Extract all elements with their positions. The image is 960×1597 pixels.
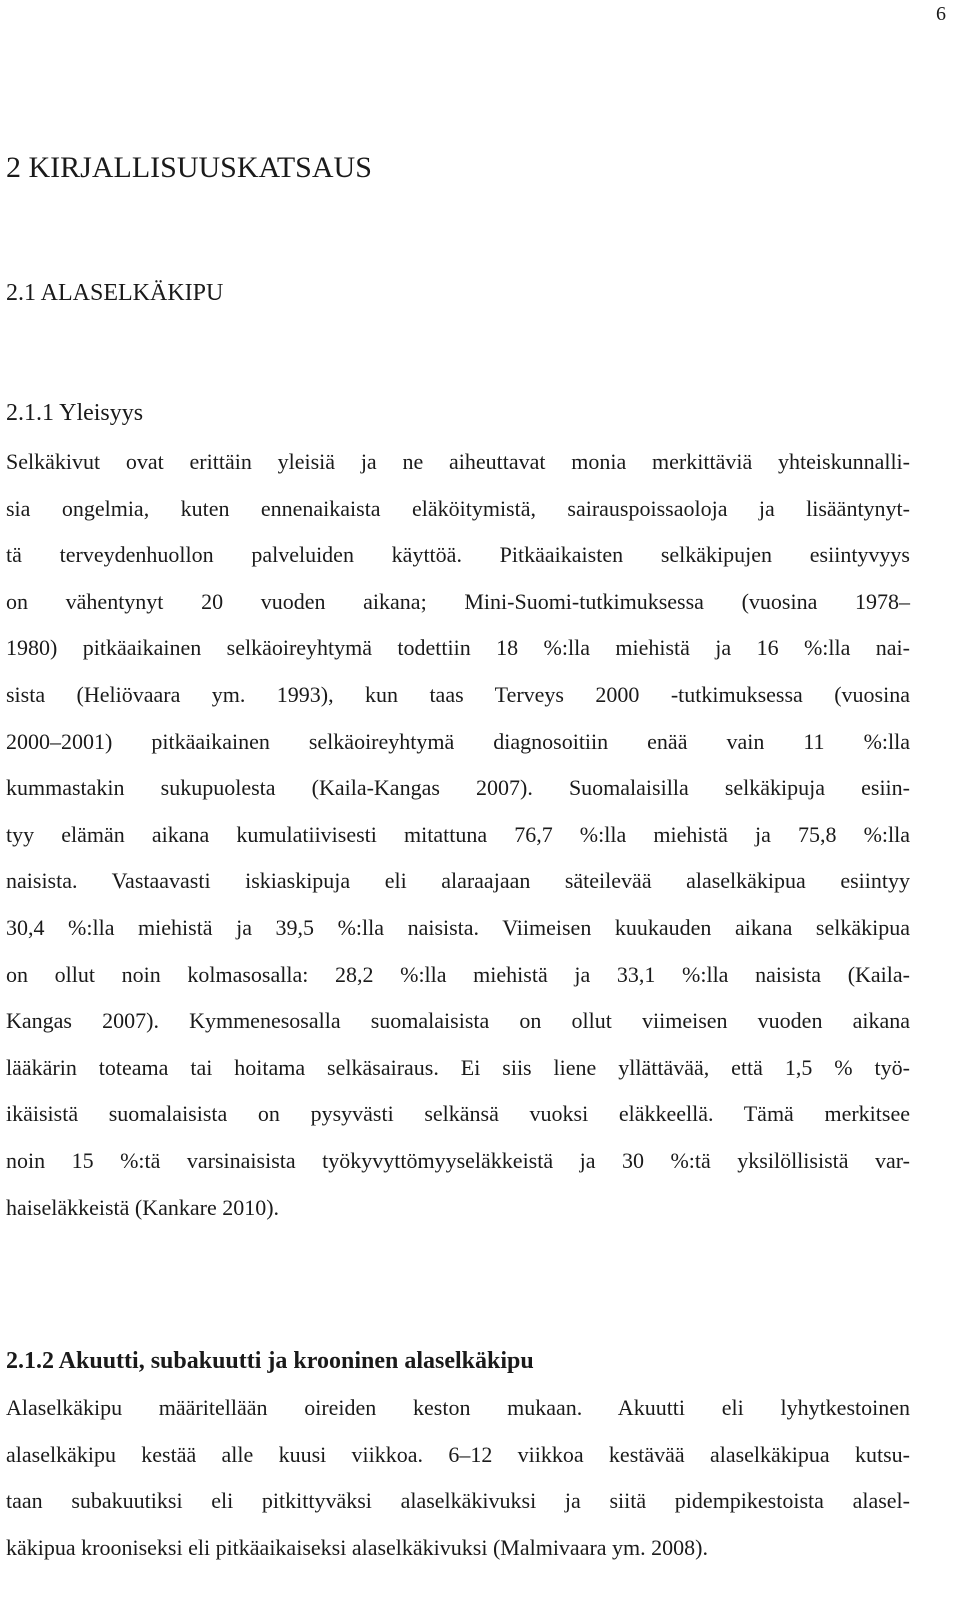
text-line: 2000–2001) pitkäaikainen selkäoireyhtymä diagnosoitiin enää vain 11 %:lla: [6, 728, 910, 754]
paragraph-akuutti: [6, 1385, 910, 1571]
text-line: sista (Heliövaara ym. 1993), kun taas Terveys 2000 -tutkimuksessa (vuosina: [6, 681, 910, 707]
text-line: Kangas 2007). Kymmenesosalla suomalaisista on ollut viimeisen vuoden aikana: [6, 1008, 910, 1034]
text-line: noin 15 %:tä varsinaisista työkyvyttömyyseläkkeistä ja 30 %:tä yksilöllisistä var-: [6, 1147, 910, 1173]
page-number: 6: [936, 3, 946, 25]
text-line: on vähentynyt 20 vuoden aikana; Mini-Suomi-tutkimuksessa (vuosina 1978–: [6, 588, 910, 614]
text-line: naisista. Vastaavasti iskiaskipuja eli alaraajaan säteilevää alaselkäkipua esiintyy: [6, 868, 910, 894]
text-line: sia ongelmia, kuten ennenaikaista eläköitymistä, sairauspoissaoloja ja lisääntynyt-: [6, 495, 910, 521]
text-line: Alaselkäkipu määritellään oireiden keston mukaan. Akuutti eli lyhytkestoinen: [6, 1395, 910, 1420]
text-line: taan subakuutiksi eli pitkittyväksi alaselkäkivuksi ja siitä pidempikestoista alasel-: [6, 1488, 910, 1514]
section-title: 2.1 ALASELKÄKIPU: [6, 280, 224, 306]
text-line: haiseläkkeistä (Kankare 2010).: [6, 1194, 280, 1220]
paragraph-yleisyys: [6, 439, 910, 1231]
text-line: tyy elämän aikana kumulatiivisesti mitattuna 76,7 %:lla miehistä ja 75,8 %:lla: [6, 821, 910, 847]
text-line: Selkäkivut ovat erittäin yleisiä ja ne aiheuttavat monia merkittäviä yhteiskunnalli-: [6, 449, 910, 474]
text-line: 30,4 %:lla miehistä ja 39,5 %:lla naisista. Viimeisen kuukauden aikana selkäkipua: [6, 914, 910, 940]
subsection-heading-yleisyys: 2.1.1 Yleisyys: [6, 400, 144, 426]
text-line: kummastakin sukupuolesta (Kaila-Kangas 2007). Suomalaisilla selkäkipuja esiin-: [6, 775, 910, 801]
chapter-title: 2 KIRJALLISUUSKATSAUS: [6, 151, 372, 184]
text-line: ikäisistä suomalaisista on pysyvästi selkänsä vuoksi eläkkeellä. Tämä merkitsee: [6, 1101, 910, 1127]
text-line: on ollut noin kolmasosalla: 28,2 %:lla miehistä ja 33,1 %:lla naisista (Kaila-: [6, 961, 910, 987]
text-line: alaselkäkipu kestää alle kuusi viikkoa. 6–12 viikkoa kestävää alaselkäkipua kutsu-: [6, 1441, 910, 1467]
text-line: käkipua krooniseksi eli pitkäaikaiseksi alaselkäkivuksi (Malmivaara ym. 2008).: [6, 1534, 708, 1560]
text-line: 1980) pitkäaikainen selkäoireyhtymä todettiin 18 %:lla miehistä ja 16 %:lla nai-: [6, 635, 910, 661]
subsection-heading-akuutti: 2.1.2 Akuutti, subakuutti ja krooninen alaselkäkipu: [6, 1348, 534, 1374]
text-line: lääkärin toteama tai hoitama selkäsairaus. Ei siis liene yllättävää, että 1,5 % työ-: [6, 1054, 910, 1080]
text-line: tä terveydenhuollon palveluiden käyttöä. Pitkäaikaisten selkäkipujen esiintyvyys: [6, 542, 910, 568]
